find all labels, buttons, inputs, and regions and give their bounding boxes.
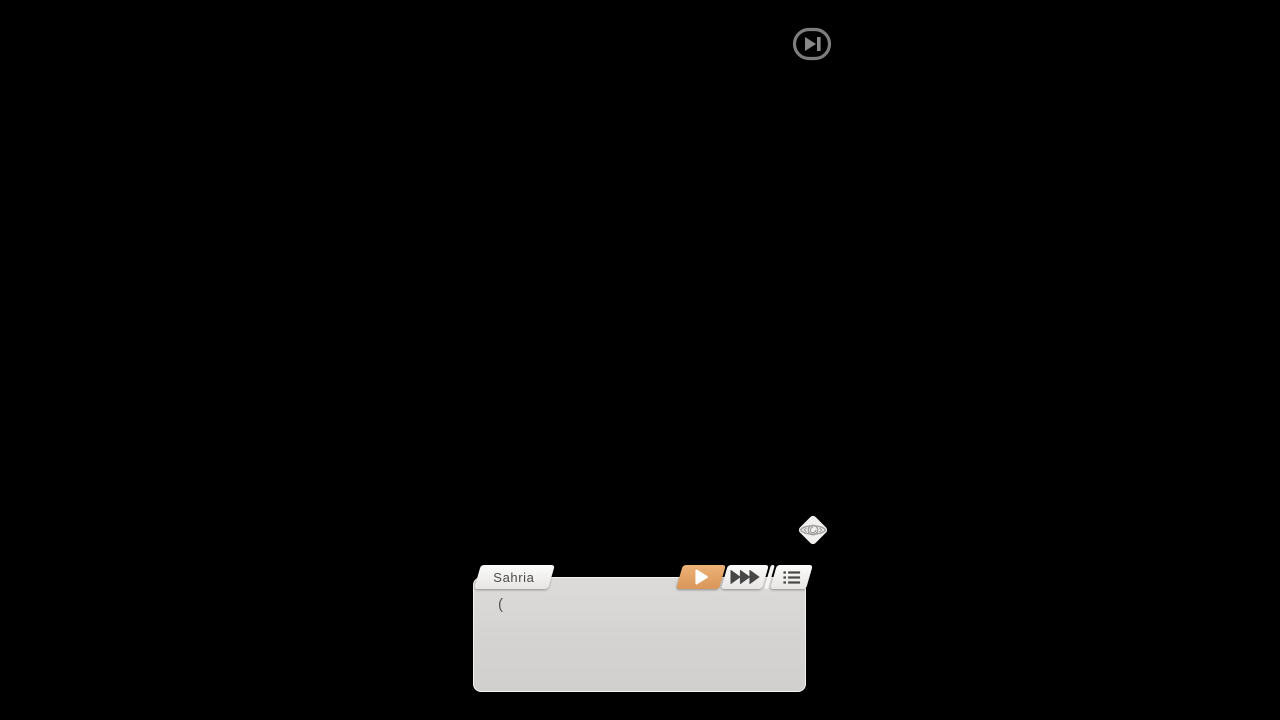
auto-read-indicator (792, 509, 834, 551)
skip-next-icon (792, 50, 832, 65)
play-icon (694, 569, 708, 585)
speaker-name-tab (474, 565, 555, 589)
fast-forward-icon (730, 570, 759, 584)
list-icon (783, 571, 800, 584)
auto-play-button[interactable] (676, 565, 726, 589)
skip-scene-button[interactable] (792, 26, 832, 62)
dialogue-box[interactable] (473, 577, 806, 692)
fast-forward-button[interactable] (721, 565, 769, 589)
history-log-button[interactable] (770, 565, 813, 589)
eye-diamond-icon (792, 538, 834, 555)
speaker-name: Sahria (493, 569, 536, 585)
dialogue-text: ( (498, 596, 503, 613)
